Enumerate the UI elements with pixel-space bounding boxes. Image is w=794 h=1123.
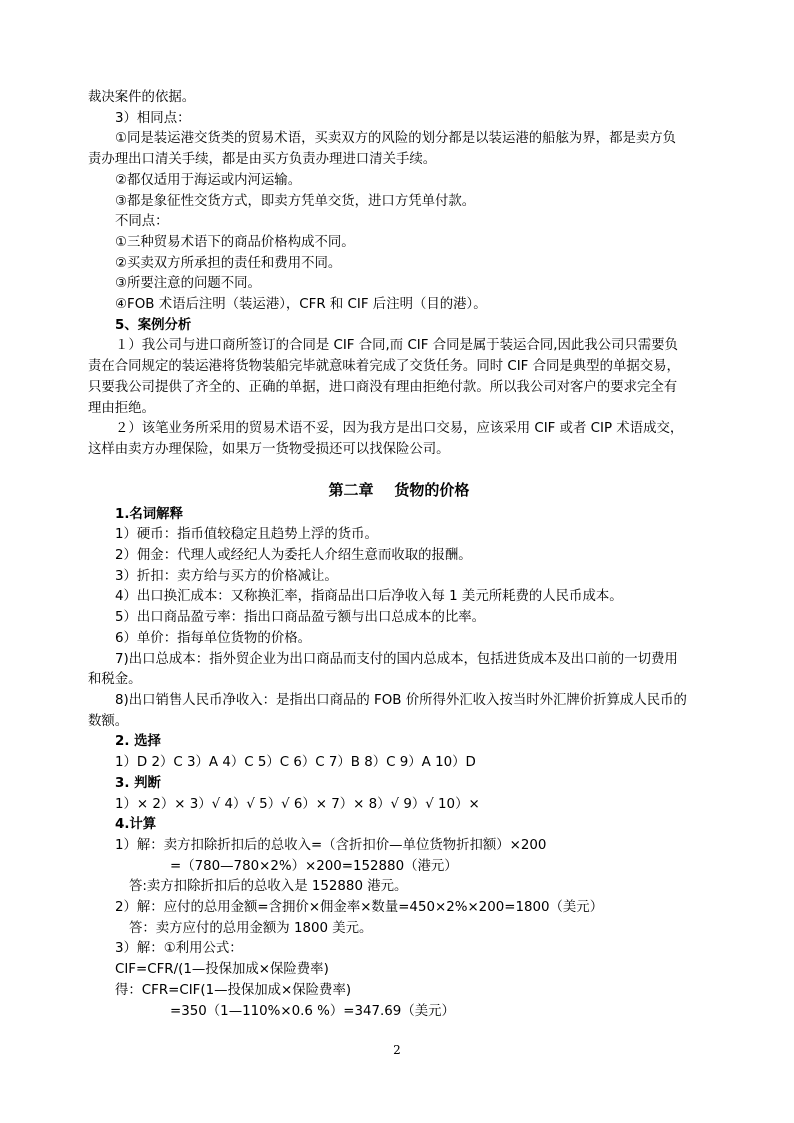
judgement-answers: 1）× 2）× 3）√ 4）√ 5）√ 6）× 7）× 8）√ 9）√ 10）×: [115, 796, 480, 812]
text-line: 和税金。: [88, 672, 142, 688]
section-heading-terms: 1.名词解释: [115, 506, 183, 522]
subheading-differences: 不同点：: [115, 214, 169, 230]
definition-item: 8)出口销售人民币净收入：是指出口商品的 FOB 价所得外汇收入按当时外汇牌价折算成人民币的: [115, 692, 687, 708]
definition-item: 4）出口换汇成本：又称换汇率，指商品出口后净收入每 1 美元所耗费的人民币成本。: [115, 589, 623, 605]
text-line: ２）该笔业务所采用的贸易术语不妥，因为我方是出口交易，应该采用 CIF 或者 CIP 术语成交，: [115, 421, 684, 437]
calculation-line: 2）解：应付的总用金额=含拥价×佣金率×数量=450×2%×200=1800（美元）: [115, 900, 604, 916]
calculation-line: 3）解：①利用公式：: [115, 941, 243, 957]
formula-line: CIF=CFR/(1—投保加成×保险费率): [115, 962, 329, 978]
definition-item: 6）单价：指每单位货物的价格。: [115, 630, 311, 646]
formula-line: 得：CFR=CIF(1—投保加成×保险费率): [115, 982, 352, 998]
text-line: ①三种贸易术语下的商品价格构成不同。: [115, 234, 355, 250]
text-line: 责办理出口清关手续，都是由买方负责办理进口清关手续。: [88, 152, 437, 168]
section-heading-case-analysis: 5、案例分析: [115, 317, 192, 333]
text-line: ②都仅适用于海运或内河运输。: [115, 172, 302, 188]
definition-item: 3）折扣：卖方给与买方的价格减让。: [115, 568, 338, 584]
page-content: [88, 88, 710, 1022]
page-number: 2: [393, 1043, 401, 1057]
choice-answers: 1）D 2）C 3）A 4）C 5）C 6）C 7）B 8）C 9）A 10）D: [115, 755, 476, 771]
definition-item: 7)出口总成本：指外贸企业为出口商品而支付的国内总成本，包括进货成本及出口前的一切费用: [115, 651, 678, 667]
text-line: 数额。: [88, 713, 129, 729]
text-line: ④FOB 术语后注明（装运港），CFR 和 CIF 后注明（目的港）。: [115, 297, 487, 313]
chapter-title: 第二章 货物的价格: [328, 480, 470, 499]
definition-item: 5）出口商品盈亏率：指出口商品盈亏额与出口总成本的比率。: [115, 610, 486, 626]
text-line: １）我公司与进口商所签订的合同是 CIF 合同,而 CIF 合同是属于装运合同,因此我公司只需要负: [115, 338, 678, 354]
text-line: 理由拒绝。: [88, 400, 155, 416]
formula-line: =350（1—110%×0.6 %）=347.69（美元）: [170, 1003, 455, 1019]
section-heading-calculation: 4.计算: [115, 817, 157, 833]
text-line: 裁决案件的依据。: [88, 90, 196, 105]
subheading-similarities: 3）相同点：: [115, 110, 191, 126]
text-line: 这样由卖方办理保险，如果万一货物受损还可以找保险公司。: [88, 441, 450, 457]
section-heading-judgement: 3. 判断: [115, 775, 161, 791]
text-line: ③所要注意的问题不同。: [115, 276, 261, 292]
text-line: ①同是装运港交货类的贸易术语，买卖双方的风险的划分都是以装运港的船舷为界，都是卖方负: [115, 131, 677, 147]
definition-item: 2）佣金：代理人或经纪人为委托人介绍生意而收取的报酬。: [115, 548, 472, 564]
section-heading-choice: 2. 选择: [115, 734, 161, 750]
calculation-line: =（780—780×2%）×200=152880（港元）: [170, 858, 458, 874]
text-line: ③都是象征性交货方式，即卖方凭单交货，进口方凭单付款。: [115, 193, 476, 209]
text-line: 责在合同规定的装运港将货物装船完毕就意味着完成了交货任务。同时 CIF 合同是典型的单据交易，: [88, 359, 680, 375]
calculation-answer: 答:卖方扣除折扣后的总收入是 152880 港元。: [129, 879, 408, 895]
text-line: ②买卖双方所承担的责任和费用不同。: [115, 255, 342, 271]
calculation-line: 1）解：卖方扣除折扣后的总收入=（含折扣价—单位货物折扣额）×200: [115, 837, 547, 853]
calculation-answer: 答：卖方应付的总用金额为 1800 美元。: [129, 920, 373, 936]
definition-item: 1）硬币：指币值较稳定且趋势上浮的货币。: [115, 527, 378, 543]
text-line: 只要我公司提供了齐全的、正确的单据，进口商没有理由拒绝付款。所以我公司对客户的要求完全有: [88, 379, 678, 395]
